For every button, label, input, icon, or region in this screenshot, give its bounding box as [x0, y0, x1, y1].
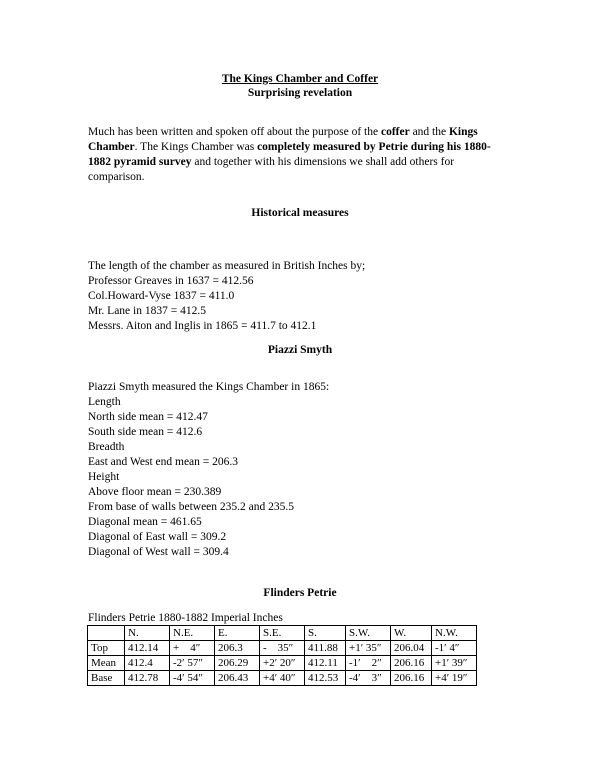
table-cell: -1′ 4″: [432, 641, 477, 656]
intro-paragraph: [88, 125, 513, 185]
petrie-table-caption: Flinders Petrie 1880-1882 Imperial Inches: [88, 612, 283, 624]
table-cell: 412.14: [125, 641, 170, 656]
smyth-line: South side mean = 412.6: [88, 426, 203, 438]
table-header-cell: S.: [305, 626, 346, 641]
table-cell: 412.11: [305, 656, 346, 671]
table-cell: 206.04: [391, 641, 432, 656]
historical-line: The length of the chamber as measured in British Inches by;: [88, 260, 366, 272]
table-cell: +1′ 39″: [432, 656, 477, 671]
petrie-heading: Flinders Petrie: [263, 587, 337, 599]
table-header-cell: N.: [125, 626, 170, 641]
table-cell: Top: [88, 641, 125, 656]
smyth-line: Diagonal of East wall = 309.2: [88, 531, 227, 543]
smyth-line: Diagonal of West wall = 309.4: [88, 546, 229, 558]
table-cell: -4′ 3″: [346, 671, 391, 686]
table-cell: 412.78: [125, 671, 170, 686]
smyth-line: East and West end mean = 206.3: [88, 456, 239, 468]
intro-bold: coffer: [380, 126, 410, 138]
table-header-cell: [88, 626, 125, 641]
table-cell: 206.43: [215, 671, 260, 686]
intro-text: and the: [409, 126, 449, 138]
historical-line: Professor Greaves in 1637 = 412.56: [88, 275, 254, 287]
intro-bold: Kings Chamber: [88, 126, 478, 153]
intro-text: . The Kings Chamber was: [134, 141, 258, 153]
table-header-cell: W.: [391, 626, 432, 641]
table-header-cell: E.: [215, 626, 260, 641]
table-cell: -4′ 54″: [170, 671, 215, 686]
petrie-table: [87, 625, 477, 686]
intro-bold: completely measured by Petrie during his 1880-1882 pyramid survey: [88, 141, 491, 168]
smyth-line: Length: [88, 396, 121, 408]
historical-line: Col.Howard-Vyse 1837 = 411.0: [88, 290, 235, 302]
smyth-list: [88, 380, 513, 560]
table-cell: +1′ 35″: [346, 641, 391, 656]
table-cell: + 4″: [170, 641, 215, 656]
smyth-line: Diagonal mean = 461.65: [88, 516, 202, 528]
table-cell: 206.29: [215, 656, 260, 671]
table-cell: +4′ 19″: [432, 671, 477, 686]
table-row: [88, 656, 477, 671]
table-cell: 411.88: [305, 641, 346, 656]
table-row: [88, 641, 477, 656]
table-cell: +2′ 20″: [260, 656, 305, 671]
historical-heading: Historical measures: [251, 207, 349, 219]
table-header-row: [88, 626, 477, 641]
smyth-line: North side mean = 412.47: [88, 411, 208, 423]
smyth-line: Above floor mean = 230.389: [88, 486, 222, 498]
intro-text: and together with his dimensions we shall add others for comparison.: [88, 156, 455, 183]
historical-list: [88, 259, 513, 334]
table-cell: 412.53: [305, 671, 346, 686]
table-cell: 206.3: [215, 641, 260, 656]
table-cell: 206.16: [391, 671, 432, 686]
table-row: [88, 671, 477, 686]
table-header-cell: N.E.: [170, 626, 215, 641]
table-cell: 412.4: [125, 656, 170, 671]
table-cell: Base: [88, 671, 125, 686]
table-header-cell: S.W.: [346, 626, 391, 641]
smyth-line: Piazzi Smyth measured the Kings Chamber in 1865:: [88, 381, 330, 393]
table-cell: -2′ 57″: [170, 656, 215, 671]
smyth-line: From base of walls between 235.2 and 235.5: [88, 501, 295, 513]
table-cell: 206.16: [391, 656, 432, 671]
table-cell: - 35″: [260, 641, 305, 656]
document-subtitle: Surprising revelation: [247, 87, 353, 99]
historical-line: Messrs. Aiton and Inglis in 1865 = 411.7 to 412.1: [88, 320, 317, 332]
table-header-cell: N.W.: [432, 626, 477, 641]
historical-line: Mr. Lane in 1837 = 412.5: [88, 305, 206, 317]
table-cell: Mean: [88, 656, 125, 671]
intro-text: Much has been written and spoken off about the purpose of the: [88, 126, 381, 138]
smyth-line: Height: [88, 471, 120, 483]
smyth-heading: Piazzi Smyth: [267, 344, 333, 356]
table-cell: -1′ 2″: [346, 656, 391, 671]
document-title: The Kings Chamber and Coffer: [221, 73, 379, 85]
table-cell: +4′ 40″: [260, 671, 305, 686]
smyth-line: Breadth: [88, 441, 125, 453]
table-header-cell: S.E.: [260, 626, 305, 641]
